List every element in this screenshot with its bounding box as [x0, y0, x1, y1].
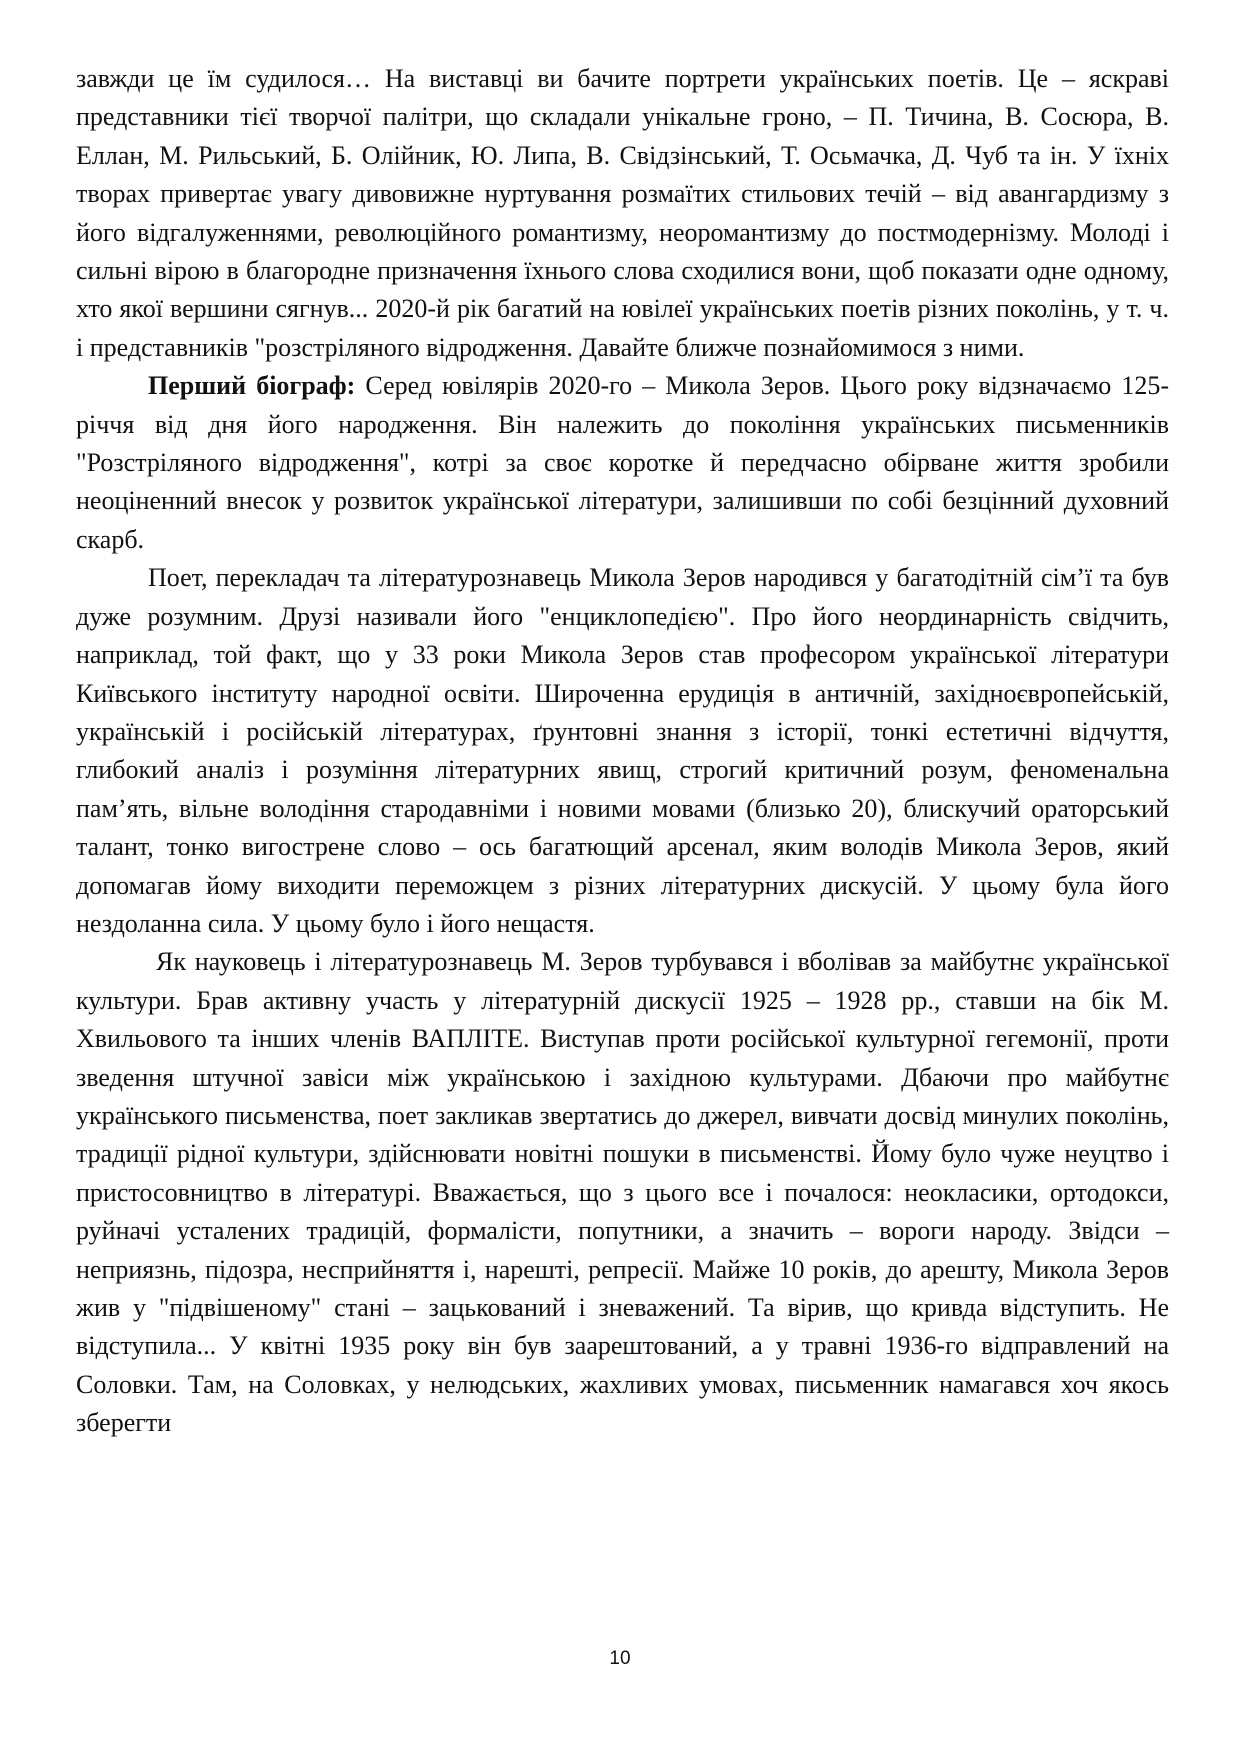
paragraph-literary-activity: Як науковець і літературознавець М. Зеров турбувався і вболівав за майбутнє української культури. Брав активну участь у літературній дискусії 1925 – 1928 рр., ставши на бік М. Хвильового та інших членів ВАПЛІТЕ. Виступав проти російської культурної гегемонії, проти зведення штучної завіси між українською і західною культурами. Дбаючи про майбутнє українського письменства, поет закликав звертатись до джерел, вивчати досвід минулих поколінь, традиції рідної культури, здійснювати новітні пошуки в письменстві. Йому було чуже неуцтво і пристосовництво в літературі. Вважається, що з цього все і почалося: неокласики, ортодокси, руйначі усталених традицій, формалісти, попутники, а значить – вороги народу. Звідси – неприязнь, підозра, несприйняття і, нарешті, репресії. Майже 10 років, до арешту, Микола Зеров жив у "підвішеному" стані – зацькований і зневажений. Та вірив, що кривда відступить. Не відступила... У квітні 1935 року він був заарештований, а у травні 1936-го відправлений на Соловки. Там, на Соловках, у нелюдських, жахливих умовах, письменник намагався хоч якось зберегти — [76, 947, 1169, 1438]
document-body — [76, 60, 1169, 1443]
paragraph-intro: завжди це їм судилося… На виставці ви бачите портрети українських поетів. Це – яскраві представники тієї творчої палітри, що складали унікальне гроно, – П. Тичина, В. Сосюра, В. Еллан, М. Рильський, Б. Олійник, Ю. Липа, В. Свідзінський, Т. Осьмачка, Д. Чуб та ін. У їхніх творах привертає увагу дивовижне нуртування розмаїтих стильових течій – від авангардизму з його відгалуженнями, революційного романтизму, неоромантизму до постмодернізму. Молоді і сильні вірою в благородне призначення їхнього слова сходилися вони, щоб показати одне одному, хто якої вершини сягнув... 2020-й рік багатий на ювілеї українських поетів різних поколінь, у т. ч. і представників "розстріляного відродження. Давайте ближче познайомимося з ними. — [76, 64, 1169, 362]
page-number: 10 — [609, 1648, 631, 1669]
paragraph-biography: Поет, перекладач та літературознавець Микола Зеров народився у багатодітній сім’ї та був дуже розумним. Друзі називали його "енциклопедією". Про його неординарність свідчить, наприклад, той факт, що у 33 роки Микола Зеров став професором української літератури Київського інституту народної освіти. Широченна ерудиція в античній, західноєвропейській, українській і російській літературах, ґрунтовні знання з історії, тонкі естетичні відчуття, глибокий аналіз і розуміння літературних явищ, строгий критичний розум, феноменальна пам’ять, вільне володіння стародавніми і новими мовами (близько 20), блискучий ораторський талант, тонко вигострене слово – ось багатющий арсенал, яким володів Микола Зеров, який допомагав йому виходити переможцем з різних літературних дискусій. У цьому була його нездоланна сила. У цьому було і його нещастя. — [76, 563, 1169, 938]
paragraph-first-biographer-text: Серед ювілярів 2020-го – Микола Зеров. Цього року відзначаємо 125-річчя від дня його народження. Він належить до покоління українських письменників "Розстріляного відродження", котрі за своє коротке й передчасно обірване життя зробили неоціненний внесок у розвиток української літератури, залишивши по собі безцінний духовний скарб. — [76, 371, 1169, 554]
speaker-label: Перший біограф: — [148, 371, 356, 401]
paragraph-first-biographer — [76, 367, 1169, 559]
